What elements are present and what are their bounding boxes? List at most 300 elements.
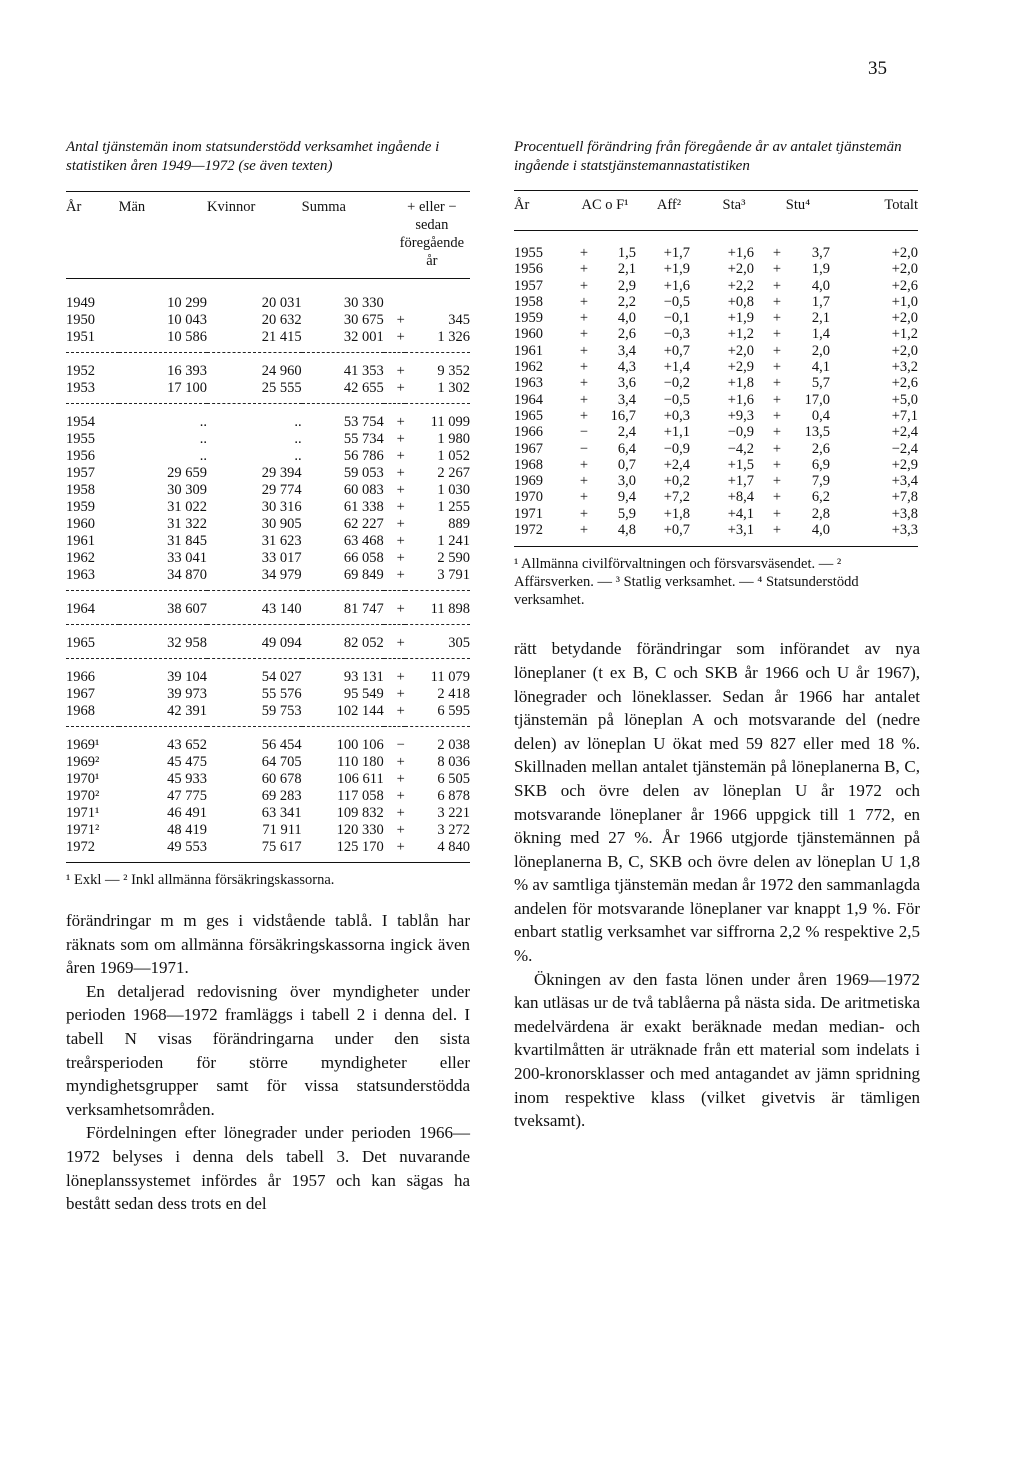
cell-man: .. [199,448,207,464]
cell-stu: 1,7 [811,293,830,310]
cell-year: 1960 [514,326,543,343]
cell-sta: +2,9 [727,359,754,376]
employees-table-header [66,192,470,279]
cell-year: 1962 [66,550,95,566]
cell-sign: + [396,363,405,379]
cell-stu-sign: + [772,326,782,343]
table-row [514,506,918,522]
cell-man: 17 100 [167,380,207,396]
cell-acof-sign: + [579,310,589,327]
cell-sign: + [396,312,405,328]
cell-aff: +2,4 [663,456,690,473]
cell-stu: 1,4 [811,326,830,343]
cell-year: 1963 [514,375,543,392]
table-row [66,686,470,703]
cell-stu-sign: + [772,293,782,310]
cell-sta: +1,6 [727,245,754,261]
cell-year: 1971² [66,822,100,838]
cell-year: 1971¹ [66,805,100,821]
cell-acof: 0,7 [617,456,636,473]
row-group [66,625,470,659]
table-row [514,231,918,262]
cell-kvinnor: 34 979 [261,567,302,583]
cell-aff: −0,3 [663,326,690,343]
cell-summa: 61 338 [343,499,384,515]
right-footnote: ¹ Allmänna civilförvaltningen och försvarsväsendet. — ² Affärsverken. — ³ Statlig verksamhet. — ⁴ Statsunderstödd verksamhet. [514,556,859,609]
cell-stu: 2,0 [811,342,830,359]
cell-diff: 2 038 [437,737,470,753]
cell-year: 1968 [66,703,95,719]
cell-kvinnor: 43 140 [261,601,302,617]
cell-summa: 125 170 [302,839,384,863]
cell-stu-sign: + [772,407,782,424]
cell-year: 1970² [66,788,100,804]
cell-totalt: +2,0 [891,261,918,278]
cell-summa: 120 330 [336,822,384,838]
cell-acof-sign: + [579,293,589,310]
cell-sign: + [396,414,405,430]
right-column [514,138,920,1133]
table-row [514,408,918,424]
cell-kvinnor: 54 027 [261,669,302,685]
cell-stu-sign: + [772,245,782,261]
cell-sign: + [396,703,405,719]
cell-year: 1962 [514,359,543,376]
cell-stu-sign: + [772,440,782,457]
cell-acof: 2,6 [617,326,636,343]
cell-year: 1964 [514,391,543,408]
cell-acof: 4,0 [617,310,636,327]
cell-sta: +1,6 [727,391,754,408]
cell-totalt: +2,4 [891,424,918,441]
table-row [66,533,470,550]
header-year: År [514,197,530,213]
cell-stu-sign: + [772,424,782,441]
cell-totalt: +2,6 [891,277,918,294]
cell-acof: 16,7 [610,407,636,424]
cell-man: .. [199,414,207,430]
cell-stu-sign: + [766,522,788,547]
cell-aff: +7,2 [663,489,690,506]
cell-year: 1965 [514,407,543,424]
row-group [66,279,470,353]
table-row [514,473,918,489]
cell-summa: 56 786 [343,448,384,464]
cell-sta: +4,1 [727,505,754,522]
cell-man: 43 652 [167,737,207,753]
cell-stu: 2,8 [811,505,830,522]
cell-summa: 55 734 [343,431,384,447]
cell-kvinnor: 25 555 [261,380,302,396]
cell-totalt: +2,6 [891,375,918,392]
cell-man: 47 775 [167,788,207,804]
cell-year: 1961 [514,342,543,359]
percent-table-header [514,191,918,231]
cell-acof-sign: + [579,261,589,278]
cell-summa: 82 052 [343,635,384,651]
cell-kvinnor: 29 774 [261,482,302,498]
cell-year: 1958 [66,482,95,498]
cell-totalt: +3,2 [891,359,918,376]
cell-acof: 2,9 [617,277,636,294]
header-aff: Aff² [656,197,682,213]
cell-totalt: +1,0 [891,293,918,310]
cell-sign: + [396,533,405,549]
cell-year: 1953 [66,380,95,396]
cell-stu: 6,2 [811,489,830,506]
table-row [66,567,470,591]
cell-acof-sign: + [579,489,589,506]
cell-aff: +1,4 [663,359,690,376]
cell-stu: 13,5 [804,424,830,441]
cell-acof-sign: + [579,342,589,359]
cell-man: .. [199,431,207,447]
cell-man: 10 299 [167,295,207,311]
cell-kvinnor: 30 905 [261,516,302,532]
cell-stu-sign: + [772,505,782,522]
cell-sign: + [396,448,405,464]
cell-summa: 66 058 [343,550,384,566]
cell-year: 1972 [514,522,574,547]
cell-stu: 4,0 [811,277,830,294]
cell-aff: +1,7 [663,245,690,261]
cell-acof-sign: + [579,359,589,376]
table-row [514,343,918,359]
cell-year: 1970¹ [66,771,100,787]
cell-summa: 41 353 [343,363,384,379]
cell-sign: + [396,465,405,481]
cell-acof: 3,6 [617,375,636,392]
left-column [66,138,470,1216]
cell-diff: 9 352 [437,363,470,379]
cell-year: 1969¹ [66,737,100,753]
percent-change-table [514,190,918,547]
cell-acof-sign: + [579,391,589,408]
cell-acof-sign: − [579,424,589,441]
table-row [66,788,470,805]
left-paragraph: En detaljerad redovisning över myndigheter under perioden 1968—1972 framläggs i tabell 2 i denna del. I tabell N visas förändringarna under den sista treårsperioden för större myndigheter eller myndighetsgrupper samt för vissa statsunderstödda verksamhetsområden. [66,981,470,1119]
cell-year: 1956 [514,261,543,278]
table-row [66,329,470,353]
cell-aff: +1,9 [663,261,690,278]
header-stu: Stu⁴ [785,197,811,213]
header-summa: Summa [301,199,346,215]
cell-sign: + [396,754,405,770]
cell-acof-sign: + [579,505,589,522]
table-row [514,326,918,342]
cell-kvinnor: 75 617 [207,839,302,863]
cell-stu-sign: + [772,375,782,392]
cell-kvinnor: 64 705 [261,754,302,770]
cell-diff: 11 898 [430,601,470,617]
cell-sign: + [396,380,405,396]
table-row [66,312,470,329]
cell-acof-sign: + [579,277,589,294]
cell-year: 1964 [66,601,95,617]
cell-man: 29 659 [167,465,207,481]
cell-year: 1970 [514,489,543,506]
cell-kvinnor: .. [294,414,302,430]
cell-summa: 42 655 [343,380,384,396]
cell-sta: +1,8 [727,375,754,392]
left-body-text [66,909,470,1216]
cell-diff: 3 791 [437,567,470,583]
cell-year: 1961 [66,533,95,549]
cell-stu: 6,9 [811,456,830,473]
cell-diff: 2 418 [437,686,470,702]
cell-acof: 3,4 [617,342,636,359]
cell-year: 1968 [514,456,543,473]
cell-acof-sign: + [579,326,589,343]
cell-acof: 2,2 [617,293,636,310]
cell-kvinnor: .. [294,448,302,464]
cell-stu: 2,1 [811,310,830,327]
cell-stu-sign: + [772,342,782,359]
cell-kvinnor: 49 094 [261,635,302,651]
cell-kvinnor: 20 632 [261,312,302,328]
cell-kvinnor: 71 911 [262,822,302,838]
table-row [66,550,470,567]
cell-stu: 1,9 [811,261,830,278]
cell-sign: + [396,686,405,702]
cell-aff: +0,7 [636,522,702,547]
table-row [66,353,470,381]
cell-man: 49 553 [119,839,207,863]
cell-year: 1967 [514,440,543,457]
cell-diff: 3 221 [437,805,470,821]
cell-year: 1958 [514,293,543,310]
cell-kvinnor: 56 454 [261,737,302,753]
cell-sta: +9,3 [727,407,754,424]
header-man: Män [118,199,146,215]
cell-diff: 11 099 [430,414,470,430]
cell-kvinnor: 24 960 [261,363,302,379]
cell-diff [405,279,470,313]
left-footnote: ¹ Exkl — ² Inkl allmänna försäkringskassorna. [66,872,335,888]
cell-kvinnor: .. [294,431,302,447]
cell-summa: 110 180 [337,754,384,770]
cell-summa: 106 611 [337,771,384,787]
cell-year: 1949 [66,295,95,311]
header-sta: Sta³ [722,197,746,213]
cell-man: 39 973 [167,686,207,702]
cell-aff: −0,5 [663,391,690,408]
cell-aff: +1,6 [663,277,690,294]
table-row [66,625,470,659]
row-group [66,727,470,863]
cell-totalt: +1,2 [891,326,918,343]
table-row [514,261,918,277]
cell-man: 45 475 [167,754,207,770]
cell-summa: 59 053 [343,465,384,481]
cell-acof-sign: + [579,407,589,424]
cell-totalt: +7,8 [891,489,918,506]
cell-sign: + [396,635,405,651]
cell-man: 10 043 [167,312,207,328]
row-group [66,353,470,404]
cell-acof: 4,3 [617,359,636,376]
cell-sign: + [396,550,405,566]
cell-year: 1957 [66,465,95,481]
row-group [66,591,470,625]
cell-sta: −4,2 [727,440,754,457]
cell-diff: 6 595 [437,703,470,719]
cell-kvinnor: 20 031 [261,295,302,311]
cell-aff: −0,1 [663,310,690,327]
cell-totalt: +2,0 [891,245,918,261]
cell-totalt: +7,1 [891,407,918,424]
cell-sign: + [396,788,405,804]
table-row [66,279,470,313]
cell-sta: +3,1 [702,522,766,547]
cell-year: 1966 [66,669,95,685]
cell-sta: +2,0 [727,261,754,278]
cell-kvinnor: 31 623 [261,533,302,549]
left-paragraph: Fördelningen efter lönegrader under perioden 1966—1972 belyses i denna dels tabell 3. Det nuvarande löneplanssystemet infördes år 1957 och kan sägas ha bestått sedan dess trots en del [66,1123,470,1214]
cell-man: 31 845 [167,533,207,549]
cell-sign: + [396,329,405,345]
cell-diff: 1 302 [437,380,470,396]
cell-year: 1955 [514,245,543,261]
cell-sign [384,279,405,313]
cell-acof: 3,0 [617,473,636,490]
cell-diff: 11 079 [430,669,470,685]
cell-totalt: +3,4 [891,473,918,490]
table-row [514,522,918,547]
cell-acof-sign: + [574,522,594,547]
cell-sign: + [396,601,405,617]
cell-man: 46 491 [167,805,207,821]
cell-acof: 9,4 [617,489,636,506]
cell-acof: 1,5 [617,245,636,261]
cell-diff: 1 052 [437,448,470,464]
cell-stu-sign: + [772,277,782,294]
cell-summa: 100 106 [336,737,384,753]
cell-summa: 81 747 [343,601,384,617]
table-row [66,516,470,533]
cell-summa: 32 001 [343,329,384,345]
cell-stu-sign: + [772,359,782,376]
cell-sta: +1,7 [727,473,754,490]
cell-acof: 2,1 [617,261,636,278]
cell-sign: + [396,516,405,532]
cell-man: 16 393 [167,363,207,379]
table-row [66,659,470,687]
cell-stu: 4,1 [811,359,830,376]
cell-year: 1971 [514,505,543,522]
cell-diff: 1 255 [437,499,470,515]
cell-man: 34 870 [167,567,207,583]
table-row [66,754,470,771]
cell-stu-sign: + [772,456,782,473]
table-row [514,392,918,408]
cell-sta: +2,2 [727,277,754,294]
cell-man: 30 309 [167,482,207,498]
cell-acof-sign: + [579,375,589,392]
right-paragraph: rätt betydande förändringar som införandet av nya löneplaner (t ex B, C och SKB år 1966 och U år 1967), lönegrader och löneklasser. Sedan år 1966 har antalet tjänstemän på löneplan A och motsvarande del (nedre delen) av löneplan U ökat med 59 827 eller med 18 %. Skillnaden mellan antalet tjänstemän på löneplanerna B, C, SKB och övre delen av löneplan U år 1972 och motsvarande löneplaner år 1966 uppgick till 1 772, en ökning med 27 %. År 1966 utgjorde tjänstemännen på löneplanerna B, C, SKB och övre delen av löneplan U 1,8 % av samtliga tjänstemän medan år 1972 den sammanlagda andelen för motsvarande löneplaner var knappt 1,9 %. För enbart statlig verksamhet var siffrorna 2,2 % respektive 2,5 %. [514,639,920,966]
cell-sign: + [396,567,405,583]
cell-year: 1963 [66,567,95,583]
cell-man: 10 586 [167,329,207,345]
cell-diff: 345 [448,312,470,328]
cell-sign: + [396,499,405,515]
cell-kvinnor: 60 678 [261,771,302,787]
cell-kvinnor: 33 017 [261,550,302,566]
cell-diff: 1 030 [437,482,470,498]
cell-summa: 30 675 [343,312,384,328]
cell-acof: 6,4 [617,440,636,457]
cell-sta: +1,9 [727,310,754,327]
cell-year: 1967 [66,686,95,702]
cell-totalt: +2,0 [891,342,918,359]
cell-diff: 4 840 [405,839,470,863]
cell-acof-sign: − [579,440,589,457]
cell-aff: +0,2 [663,473,690,490]
cell-summa: 60 083 [343,482,384,498]
cell-summa: 63 468 [343,533,384,549]
cell-sta: −0,9 [727,424,754,441]
cell-year: 1972 [66,839,119,863]
cell-sta: +2,0 [727,342,754,359]
cell-year: 1959 [66,499,95,515]
table-row [514,359,918,375]
cell-sta: +8,4 [727,489,754,506]
table-row [66,465,470,482]
table-row [66,839,470,863]
cell-man: 31 022 [167,499,207,515]
cell-acof: 2,4 [617,424,636,441]
cell-diff: 6 505 [437,771,470,787]
cell-stu-sign: + [772,391,782,408]
cell-sign: + [396,805,405,821]
cell-summa: 109 832 [336,805,384,821]
cell-aff: +1,8 [663,505,690,522]
cell-sta: +1,5 [727,456,754,473]
cell-aff: −0,2 [663,375,690,392]
table-row [66,431,470,448]
header-kvinnor: Kvinnor [206,199,256,215]
cell-acof-sign: + [579,473,589,490]
cell-summa: 93 131 [343,669,384,685]
cell-diff: 6 878 [437,788,470,804]
table-row [514,424,918,440]
cell-summa: 30 330 [343,295,384,311]
cell-diff: 8 036 [437,754,470,770]
header-year: År [66,199,82,215]
employees-table [66,191,470,863]
cell-kvinnor: 29 394 [261,465,302,481]
cell-stu: 7,9 [811,473,830,490]
cell-sign: + [396,669,405,685]
cell-totalt: +5,0 [891,391,918,408]
left-table-caption: Antal tjänstemän inom statsunderstödd verksamhet ingående i statistiken åren 1949—1972 (se även texten) [66,139,440,174]
cell-aff: +1,1 [663,424,690,441]
cell-acof: 4,8 [594,522,636,547]
cell-stu: 5,7 [811,375,830,392]
table-row [66,591,470,625]
cell-totalt: +2,0 [891,310,918,327]
cell-summa: 62 227 [343,516,384,532]
table-row [66,727,470,755]
cell-aff: −0,9 [663,440,690,457]
right-table-caption: Procentuell förändring från föregående år av antalet tjänstemän ingående i statstjänstemannastatistiken [514,139,902,174]
right-paragraph: Ökningen av den fasta lönen under åren 1969—1972 kan utläsas ur de två tablåerna på nästa sida. De aritmetiska medelvärdena är exakt beräknade medan median- och kvartilmåtten är uträknade från ett material som indelats i 200-kronorsklasser och med antagandet av jämn spridning inom respektive klass (vilket givetvis är tämligen tveksamt). [514,969,920,1131]
cell-diff: 3 272 [437,822,470,838]
cell-summa: 53 754 [343,414,384,430]
cell-kvinnor: 59 753 [261,703,302,719]
row-group [66,659,470,727]
cell-sta: +1,2 [727,326,754,343]
